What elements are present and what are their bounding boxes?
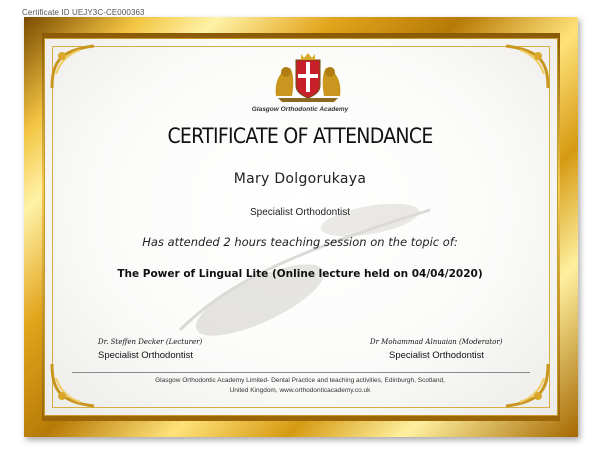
academy-crest-logo (268, 52, 348, 104)
certificate-title: CERTIFICATE OF ATTENDANCE (167, 124, 433, 148)
certificate-id: Certificate ID UEJY3C-CE000363 (22, 8, 145, 17)
signatory-name: Dr Mohammad Alnuaian (Moderator) (370, 338, 503, 346)
signature-block-lecturer (98, 338, 202, 361)
lecture-topic: The Power of Lingual Lite (Online lecture held on 04/04/2020) (117, 268, 483, 280)
signatory-position: Specialist Orthodontist (98, 350, 194, 361)
signature-block-moderator (371, 338, 502, 361)
attendance-statement: Has attended 2 hours teaching session on the topic of: (142, 235, 458, 249)
signatory-position: Specialist Orthodontist (389, 350, 485, 361)
signatory-name: Dr. Steffen Decker (Lecturer) (98, 338, 203, 346)
recipient-role: Specialist Orthodontist (249, 207, 351, 218)
footer-line: United Kingdom, www.orthodonticacademy.co.uk (229, 387, 371, 394)
logo-caption: Glasgow Orthodontic Academy (251, 106, 349, 113)
footer-line: Glasgow Orthodontic Academy Limited- Dental Practice and teaching activities, Edinburgh, Scotland, (155, 377, 445, 384)
footer-divider (72, 372, 530, 373)
recipient-name: Mary Dolgorukaya (233, 171, 367, 187)
footer-address (0, 376, 600, 396)
